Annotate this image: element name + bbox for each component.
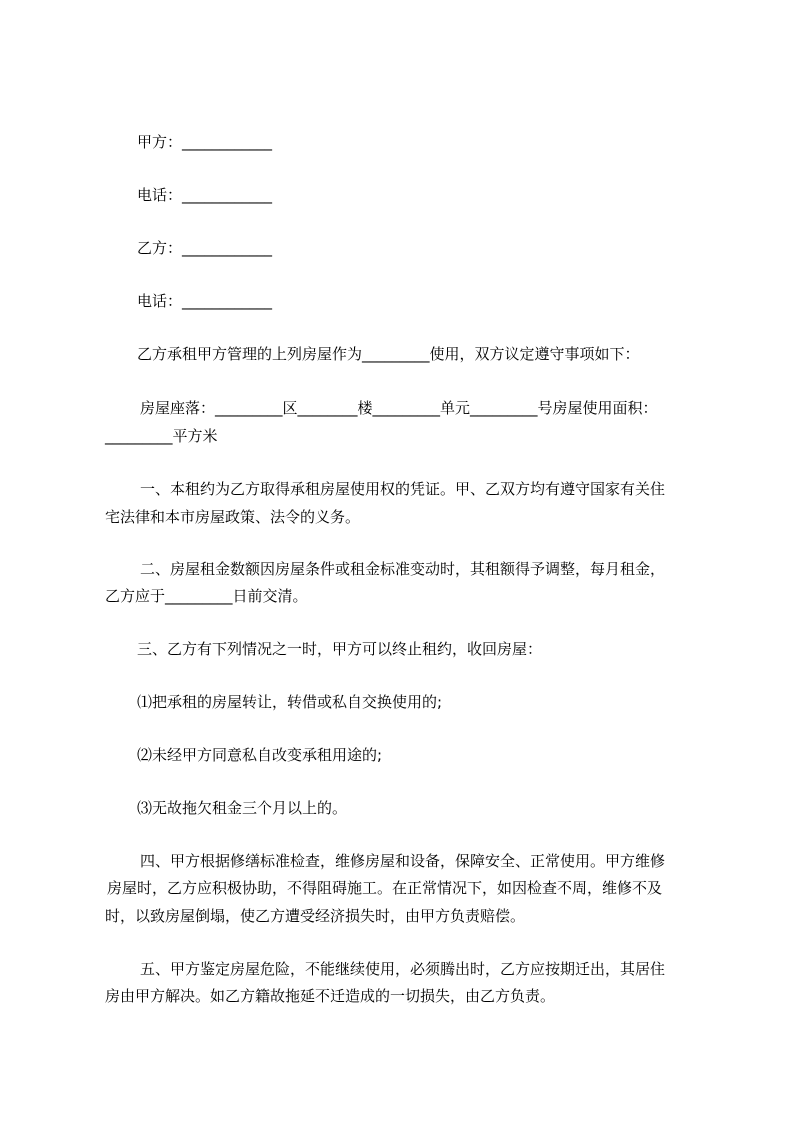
location-line-2: _________平方米 [105, 427, 218, 445]
clause-4-line-1: 四、甲方根据修缮标准检查，维修房屋和设备，保障安全、正常使用。甲方维修 [140, 852, 666, 870]
clause-3-item-1: ⑴把承租的房屋转让，转借或私自交换使用的; [137, 693, 443, 711]
location-line-1: 房屋座落：_________区________楼_________单元_________号房屋使用面积： [140, 399, 658, 417]
clause-2-line-2: 乙方应于_________日前交清。 [105, 587, 308, 605]
clause-3: 三、乙方有下列情况之一时，甲方可以终止租约，收回房屋： [137, 640, 543, 658]
clause-4-line-3: 时，以致房屋倒塌，使乙方遭受经济损失时，由甲方负责赔偿。 [105, 907, 526, 925]
party-a-line: 甲方：____________ [137, 133, 273, 151]
intro-paragraph: 乙方承租甲方管理的上列房屋作为_________使用，双方议定遵守事项如下： [137, 345, 640, 363]
clause-1-line-1: 一、本租约为乙方取得承租房屋使用权的凭证。甲、乙双方均有遵守国家有关住 [140, 480, 666, 498]
clause-5-line-2: 房由甲方解决。如乙方籍故拖延不迁造成的一切损失，由乙方负责。 [105, 987, 556, 1005]
party-b-line: 乙方：____________ [137, 239, 273, 257]
clause-4-line-2: 房屋时，乙方应积极协助，不得阻碍施工。在正常情况下，如因检查不周，维修不及 [107, 879, 663, 897]
clause-3-item-3: ⑶无故拖欠租金三个月以上的。 [137, 799, 348, 817]
clause-2-line-1: 二、房屋租金数额因房屋条件或租金标准变动时，其租额得予调整，每月租金， [140, 560, 666, 578]
clause-1-line-2: 宅法律和本市房屋政策、法令的义务。 [105, 508, 361, 526]
clause-5-line-1: 五、甲方鉴定房屋危险，不能继续使用，必须腾出时，乙方应按期迁出，其居住 [140, 960, 666, 978]
phone-a-line: 电话：____________ [137, 186, 273, 204]
phone-b-line: 电话：____________ [137, 292, 273, 310]
clause-3-item-2: ⑵未经甲方同意私自改变承租用途的; [137, 746, 383, 764]
